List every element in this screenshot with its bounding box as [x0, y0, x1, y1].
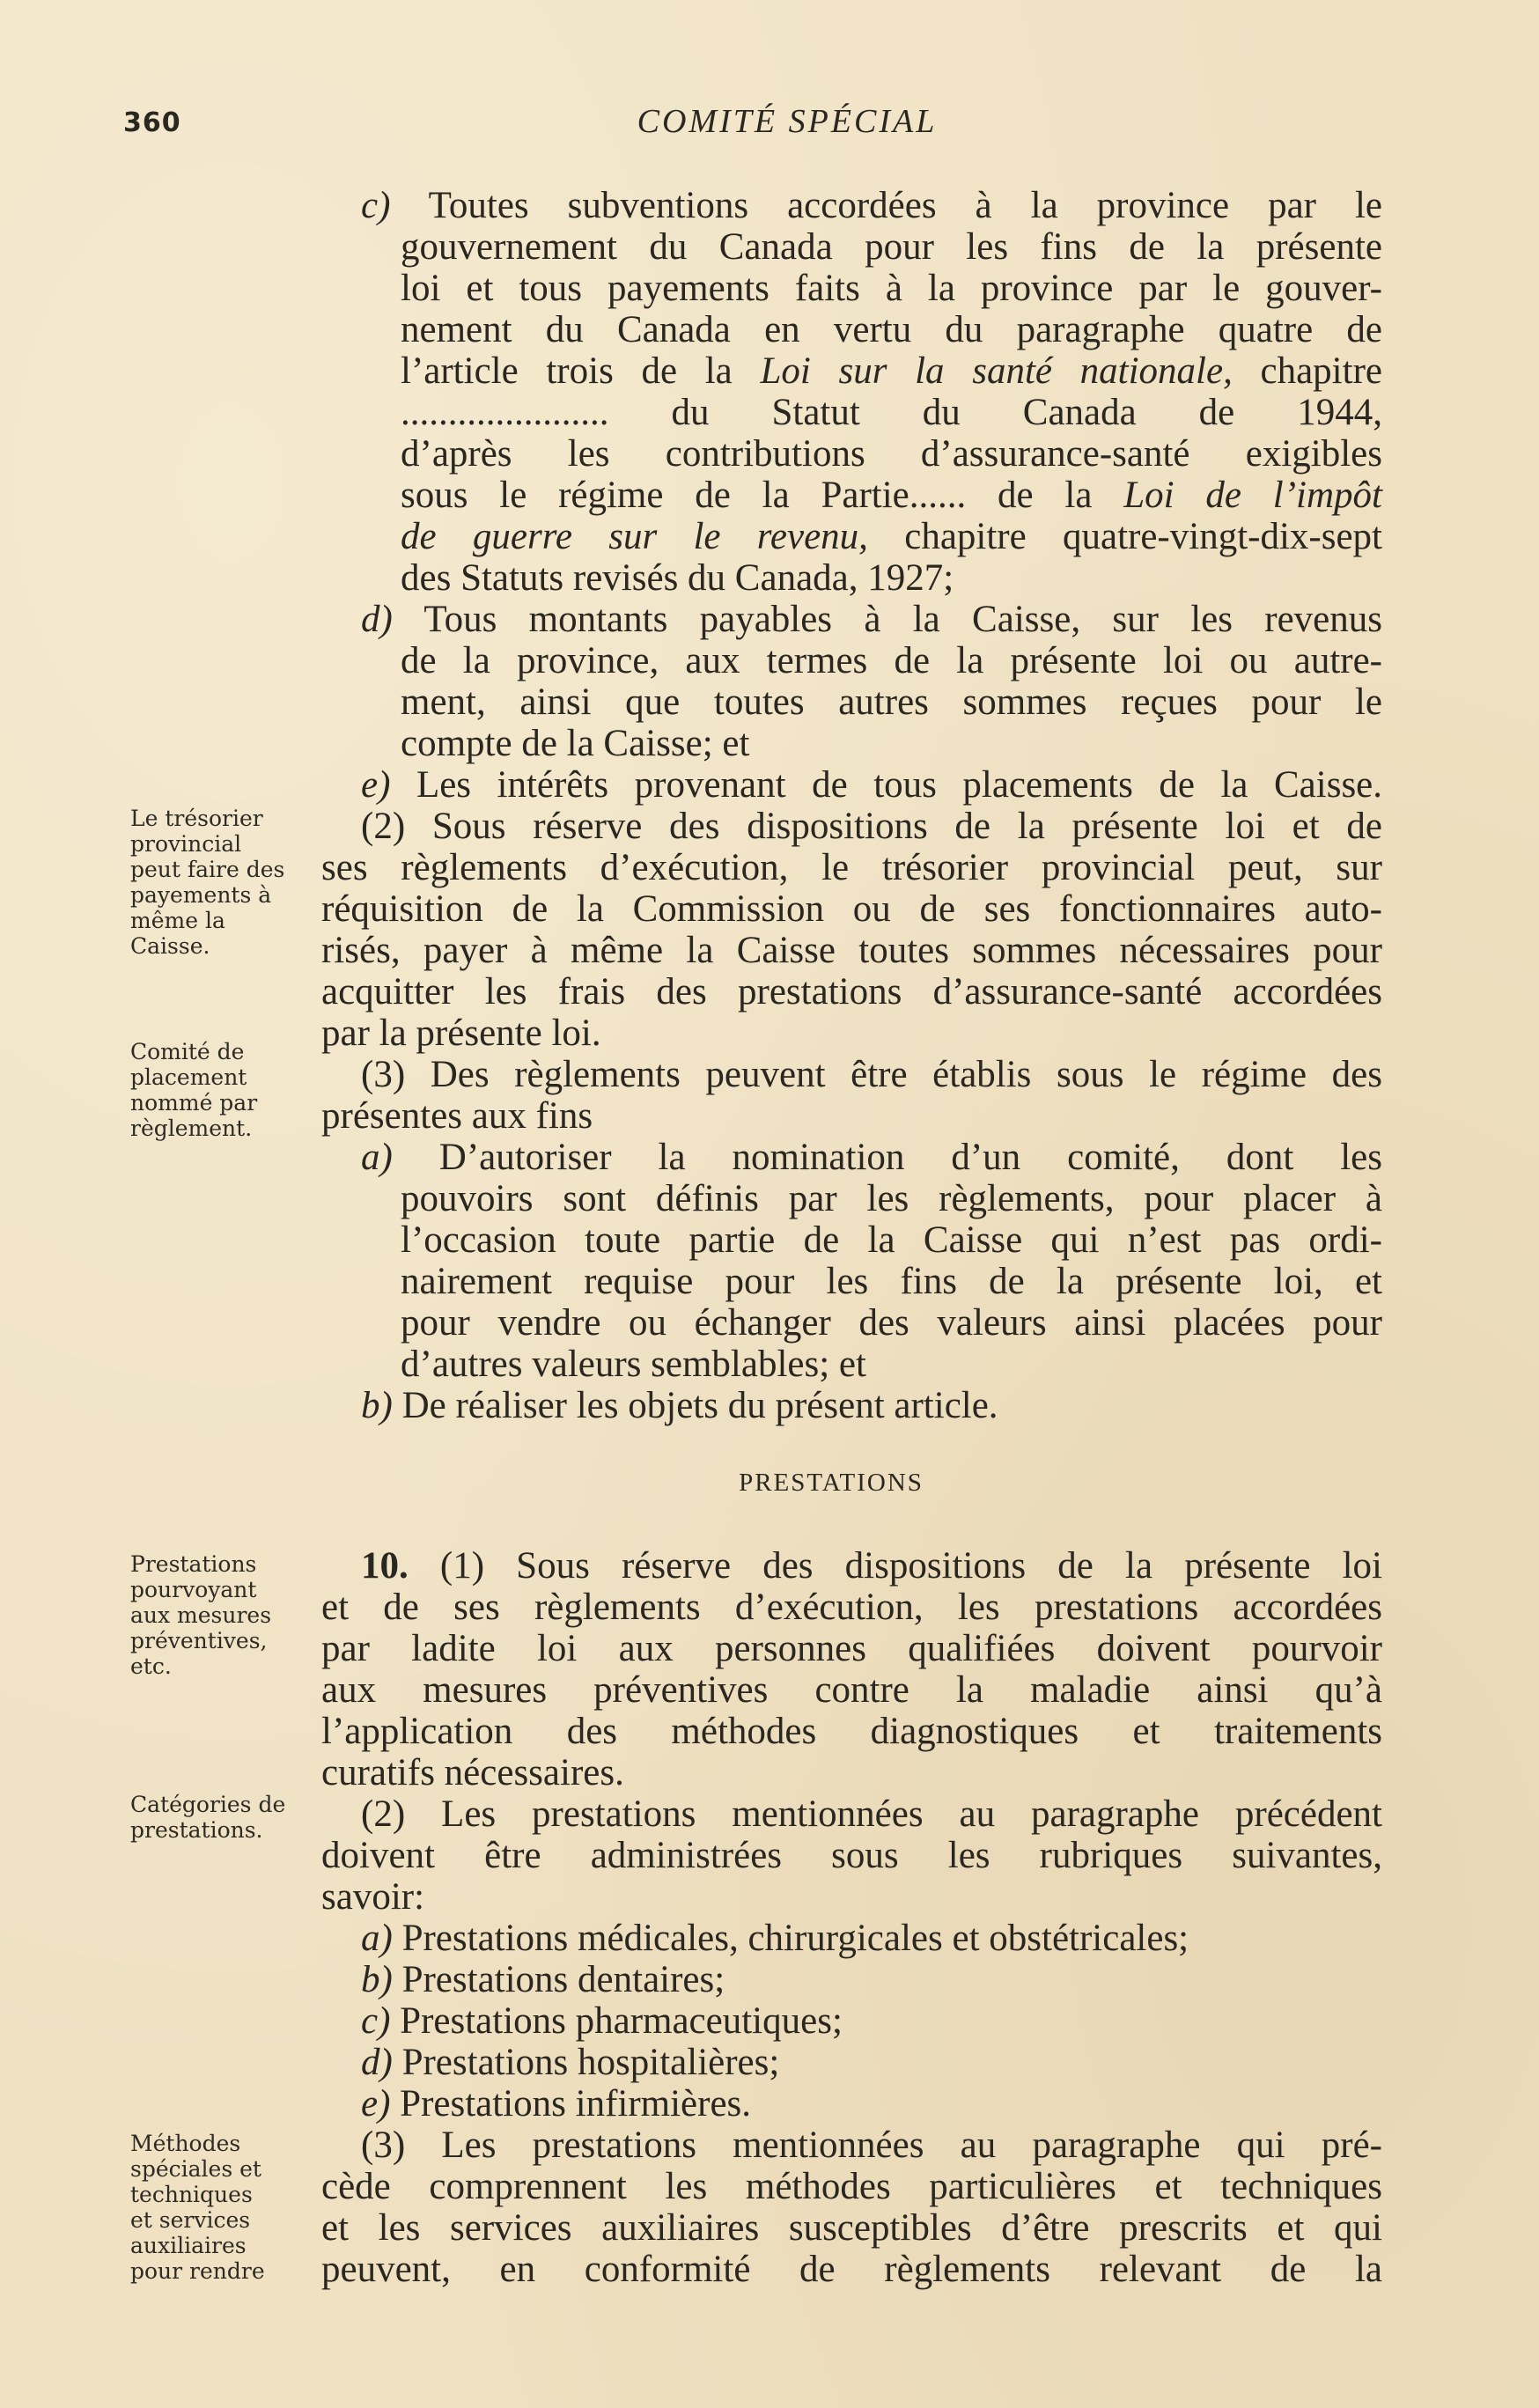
clause-c-line: nement du Canada en vertu du paragraphe quatre de — [401, 309, 1382, 350]
clause-d-line: d) Tous montants payables à la Caisse, sur les revenus — [361, 599, 1382, 640]
clause-a-line: pouvoirs sont définis par les règlements, pour placer à — [401, 1178, 1382, 1219]
clause-d-line: ment, ainsi que toutes autres sommes reçues pour le — [401, 681, 1382, 723]
section-10-line: et de ses règlements d’exécution, les prestations accordées — [321, 1587, 1382, 1628]
section-10-line: par ladite loi aux personnes qualifiées doivent pourvoir — [321, 1628, 1382, 1669]
section-10-line: l’application des méthodes diagnostiques et traitements — [321, 1711, 1382, 1752]
clause-a-line: d’autres valeurs semblables; et — [401, 1344, 866, 1385]
clause-c-line: de guerre sur le revenu, chapitre quatre-vingt-dix-sept — [401, 516, 1382, 557]
clause-d-line: de la province, aux termes de la présente loi ou autre- — [401, 640, 1382, 681]
section-10-line: aux mesures préventives contre la maladie ainsi qu’à — [321, 1669, 1382, 1711]
clause-c-line: c) Toutes subventions accordées à la province par le — [361, 185, 1382, 226]
list-item — [361, 2083, 1382, 2125]
margin-note-categories: Catégories de prestations. — [130, 1792, 286, 1843]
list-item-label: d) — [361, 2042, 393, 2083]
running-head: COMITÉ SPÉCIAL — [637, 103, 938, 140]
clause-c-line: ...................... du Statut du Canada de 1944, — [401, 392, 1382, 433]
clause-a-line: a) D’autoriser la nomination d’un comité, dont les — [361, 1137, 1382, 1178]
clause-c-line: des Statuts revisés du Canada, 1927; — [401, 557, 954, 599]
clause-c-line: sous le régime de la Partie...... de la Loi de l’impôt — [401, 475, 1382, 516]
margin-note-committee: Comité de placement nommé par règlement. — [130, 1039, 258, 1141]
list-item-label: c) — [361, 2000, 391, 2042]
clause-label: b) — [361, 1385, 393, 1426]
list-item — [361, 1918, 1382, 1960]
clause-b-line: b) De réaliser les objets du présent article. — [361, 1385, 998, 1426]
list-item-text: Prestations infirmières. — [400, 2083, 752, 2124]
section-10-p3-line: (3) Les prestations mentionnées au paragraphe qui pré- — [361, 2124, 1382, 2166]
clause-c-line: gouvernement du Canada pour les fins de la présente — [401, 226, 1382, 268]
clause-d-line: compte de la Caisse; et — [401, 723, 750, 764]
section-10-p3-line: et les services auxiliaires susceptibles d’être prescrits et qui — [321, 2207, 1382, 2249]
paragraph-2-line: par la présente loi. — [321, 1013, 601, 1054]
list-item — [361, 2042, 1382, 2084]
section-10-line: 10. (1) Sous réserve des dispositions de la présente loi — [361, 1545, 1382, 1587]
clause-a-line: l’occasion toute partie de la Caisse qui n’est pas ordi- — [401, 1219, 1382, 1261]
section-10-p2-line: savoir: — [321, 1876, 425, 1918]
paragraph-2-line: acquitter les frais des prestations d’assurance-santé accordées — [321, 971, 1382, 1013]
list-item-text: Prestations médicales, chirurgicales et obstétricales; — [401, 1918, 1189, 1959]
list-item-text: Prestations hospitalières; — [401, 2042, 780, 2083]
clause-label: e) — [361, 764, 391, 806]
clause-c-line: loi et tous payements faits à la province par le gouver- — [401, 268, 1382, 309]
section-10-line: curatifs nécessaires. — [321, 1752, 624, 1793]
page-number: 360 — [123, 107, 181, 138]
clause-c-line: d’après les contributions d’assurance-santé exigibles — [401, 433, 1382, 475]
section-10-p2-line: (2) Les prestations mentionnées au paragraphe précédent — [361, 1793, 1382, 1835]
list-item-label: b) — [361, 1959, 393, 2000]
section-10-p2-line: doivent être administrées sous les rubriques suivantes, — [321, 1835, 1382, 1876]
paragraph-3-line: présentes aux fins — [321, 1095, 593, 1137]
list-item-text: Prestations pharmaceutiques; — [400, 2000, 843, 2042]
list-item-label: a) — [361, 1918, 393, 1959]
list-item-label: e) — [361, 2083, 391, 2124]
list-item-text: Prestations dentaires; — [401, 1959, 725, 2000]
list-item — [361, 2000, 1382, 2043]
margin-note-treasurer: Le trésorier provincial peut faire des payements à même la Caisse. — [130, 806, 285, 959]
paragraph-2-line: réquisition de la Commission ou de ses fonctionnaires auto- — [321, 888, 1382, 930]
section-number: 10. — [361, 1545, 409, 1587]
clause-label: a) — [361, 1137, 393, 1178]
paragraph-3-line: (3) Des règlements peuvent être établis sous le régime des — [361, 1054, 1382, 1095]
section-heading: PRESTATIONS — [739, 1469, 924, 1497]
paragraph-2-line: risés, payer à même la Caisse toutes sommes nécessaires pour — [321, 930, 1382, 971]
paragraph-2-line: ses règlements d’exécution, le trésorier provincial peut, sur — [321, 847, 1382, 888]
clause-label: c) — [361, 185, 391, 226]
clause-a-line: nairement requise pour les fins de la présente loi, et — [401, 1261, 1382, 1302]
clause-c-line: l’article trois de la Loi sur la santé nationale, chapitre — [401, 350, 1382, 392]
section-10-p3-line: cède comprennent les méthodes particulières et techniques — [321, 2166, 1382, 2207]
clause-e-line: e) Les intérêts provenant de tous placements de la Caisse. — [361, 764, 1383, 806]
clause-a-line: pour vendre ou échanger des valeurs ainsi placées pour — [401, 1302, 1382, 1344]
clause-label: d) — [361, 599, 393, 640]
list-item — [361, 1959, 1382, 2001]
section-10-p3-line: peuvent, en conformité de règlements relevant de la — [321, 2249, 1382, 2290]
margin-note-methods: Méthodes spéciales et techniques et services auxiliaires pour rendre — [130, 2131, 265, 2284]
paragraph-2-line: (2) Sous réserve des dispositions de la présente loi et de — [361, 806, 1382, 847]
margin-note-preventive: Prestations pourvoyant aux mesures préventives, etc. — [130, 1551, 272, 1679]
